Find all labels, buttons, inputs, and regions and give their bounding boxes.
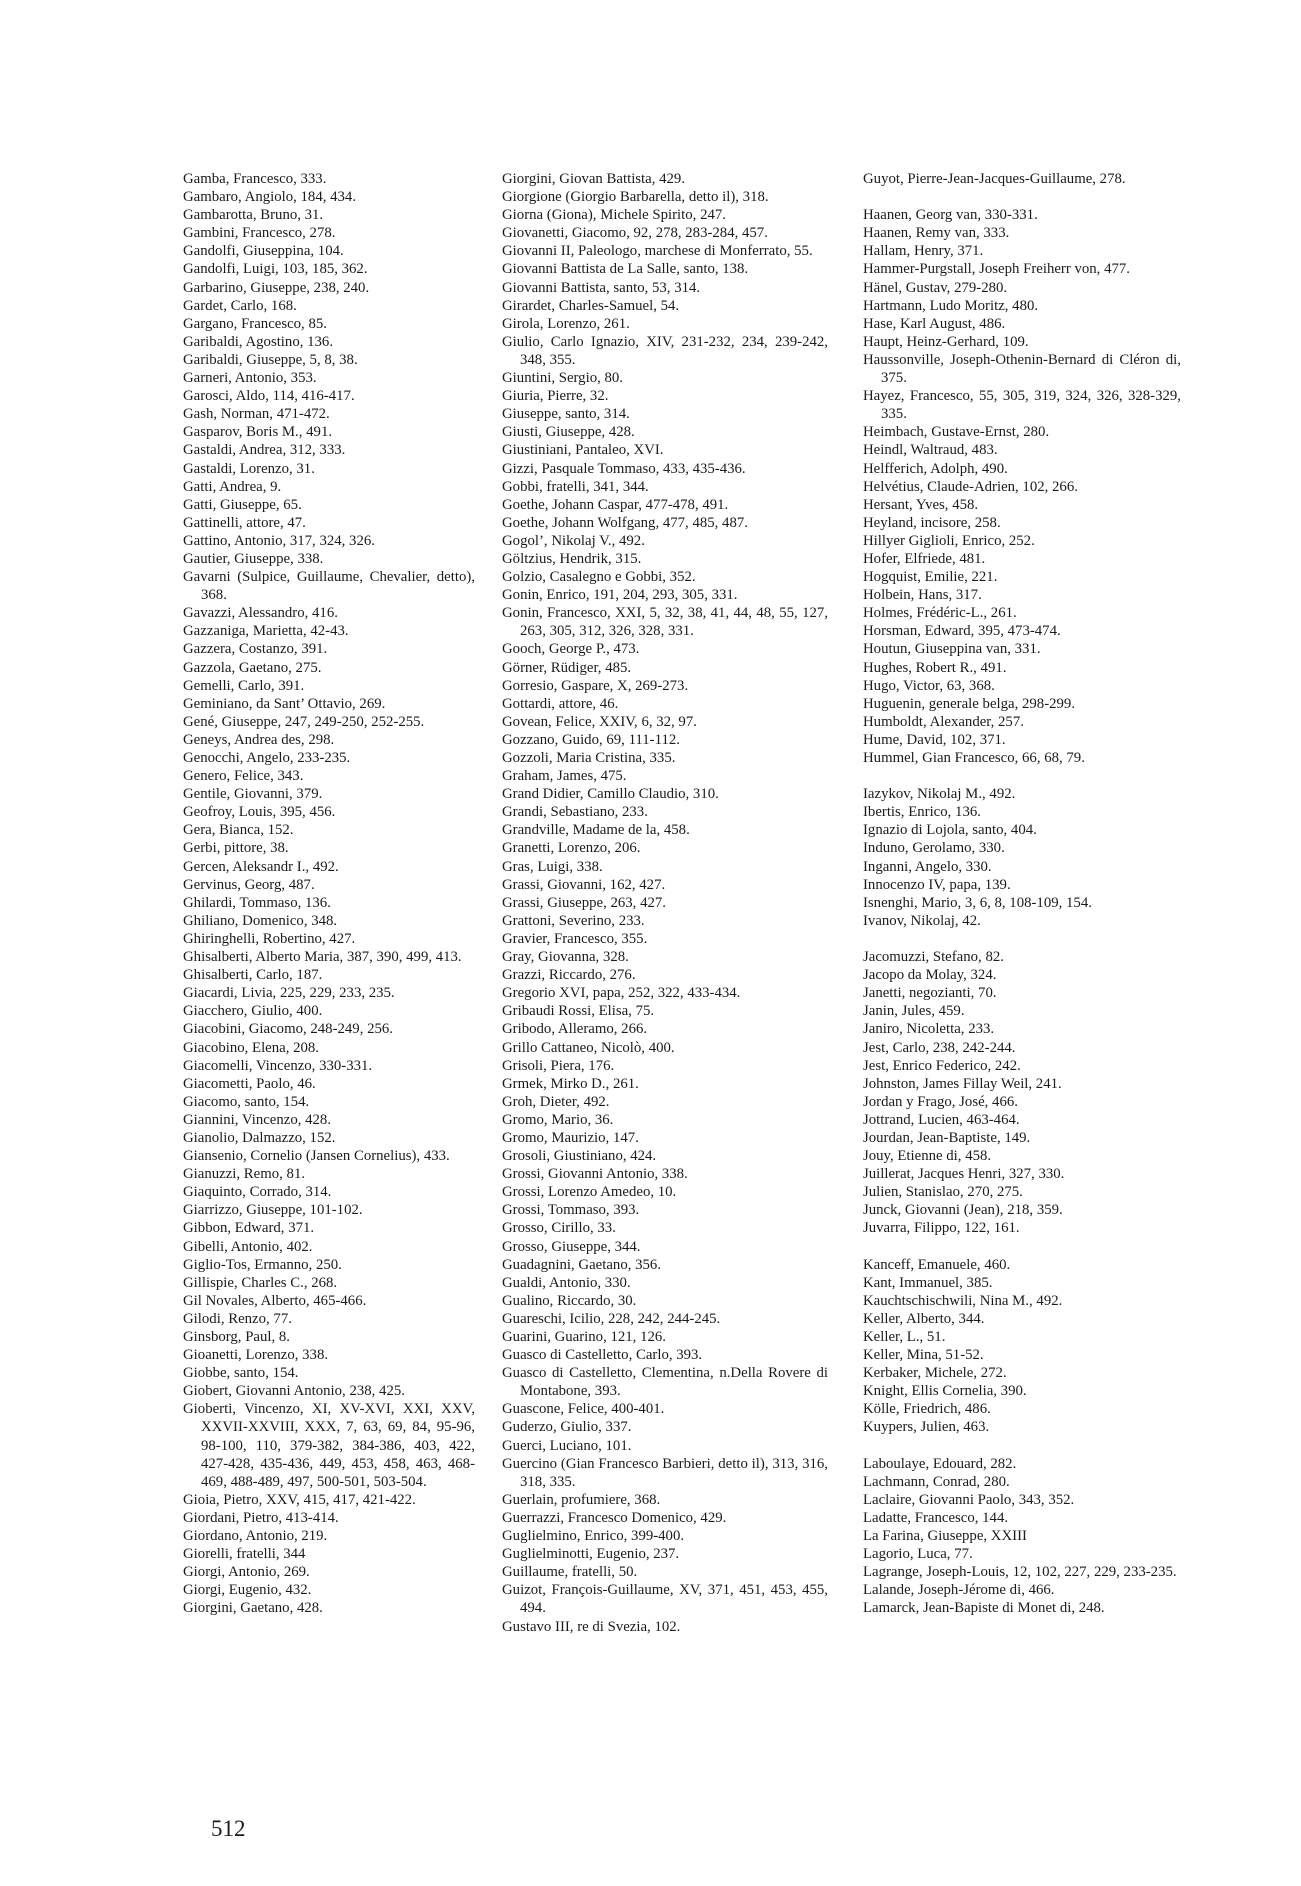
index-entry: Gervinus, Georg, 487. <box>183 876 315 893</box>
index-entry: Ginsborg, Paul, 8. <box>183 1329 291 1345</box>
index-entry: Hallam, Henry, 371. <box>863 243 984 260</box>
index-entry: Guerci, Luciano, 101. <box>502 1437 632 1454</box>
index-entry: Ignazio di Lojola, santo, 404. <box>863 822 1037 839</box>
index-entry: Gandolfi, Giuseppina, 104. <box>183 243 344 260</box>
index-entry: Garosci, Aldo, 114, 416-417. <box>183 388 355 405</box>
index-entry: Giannini, Vincenzo, 428. <box>183 1111 332 1128</box>
index-entry: Giacobino, Elena, 208. <box>183 1039 320 1056</box>
index-entry: Holmes, Frédéric-L., 261. <box>863 605 1017 622</box>
index-entry: Gozzano, Guido, 69, 111-112. <box>502 731 680 748</box>
index-entry: Kölle, Friedrich, 486. <box>863 1401 991 1418</box>
index-entry: Gentile, Giovanni, 379. <box>183 786 323 803</box>
index-entry: Giobbe, santo, 154. <box>183 1365 299 1382</box>
index-entry: Kerbaker, Michele, 272. <box>863 1365 1007 1382</box>
index-entry: Giordani, Pietro, 413-414. <box>183 1509 339 1526</box>
index-entry: Giovanetti, Giacomo, 92, 278, 283-284, 457. <box>502 225 768 242</box>
index-entry: Hofer, Elfriede, 481. <box>863 550 986 567</box>
index-entry: Govean, Felice, XXIV, 6, 32, 97. <box>502 713 697 730</box>
index-entry: Jordan y Frago, José, 466. <box>863 1093 1018 1110</box>
index-entry: Guasco di Castelletto, Carlo, 393. <box>502 1347 703 1364</box>
index-entry: Ghiliano, Domenico, 348. <box>183 912 338 929</box>
index-entry: Hayez, Francesco, 55, 305, 319, 324, 326, 328-329, 335. <box>863 388 1181 423</box>
index-entry: Hase, Karl August, 486. <box>863 315 1006 332</box>
index-entry: Geminiano, da Sant’ Ottavio, 269. <box>183 695 386 712</box>
index-entry: Ibertis, Enrico, 136. <box>863 804 981 821</box>
index-entry: Laboulaye, Edouard, 282. <box>863 1455 1017 1472</box>
index-entry: Grosoli, Giustiniano, 424. <box>502 1148 657 1165</box>
index-entry: Janiro, Nicoletta, 233. <box>863 1021 995 1038</box>
index-entry: Giobert, Giovanni Antonio, 238, 425. <box>183 1383 405 1400</box>
index-entry: Grandi, Sebastiano, 233. <box>502 804 648 821</box>
index-entry: Induno, Gerolamo, 330. <box>863 840 1005 857</box>
index-entry: Gattino, Antonio, 317, 324, 326. <box>183 532 375 549</box>
index-entry: Giansenio, Cornelio (Jansen Cornelius), 433. <box>183 1148 450 1165</box>
index-entry: Gribodo, Alleramo, 266. <box>502 1021 648 1038</box>
index-entry: Heyland, incisore, 258. <box>863 514 1001 531</box>
index-entry: Gualdi, Antonio, 330. <box>502 1274 631 1291</box>
index-entry: Ghisalberti, Alberto Maria, 387, 390, 499, 413. <box>183 949 462 966</box>
index-entry: Gavazzi, Alessandro, 416. <box>183 605 338 622</box>
index-entry: Gonin, Enrico, 191, 204, 293, 305, 331. <box>502 587 738 604</box>
index-entry: Giusti, Giuseppe, 428. <box>502 424 635 441</box>
index-entry: Jacopo da Molay, 324. <box>863 967 997 984</box>
index-entry: Grisoli, Piera, 176. <box>502 1057 615 1074</box>
index-entry: Kauchtschischwili, Nina M., 492. <box>863 1292 1063 1309</box>
index-entry: Haanen, Remy van, 333. <box>863 225 1010 242</box>
index-entry: Gray, Giovanna, 328. <box>502 949 629 966</box>
index-entry: Ghisalberti, Carlo, 187. <box>183 967 323 984</box>
index-entry: Hersant, Yves, 458. <box>863 496 979 513</box>
index-entry: Grmek, Mirko D., 261. <box>502 1075 639 1092</box>
index-entry: Janetti, negozianti, 70. <box>863 985 997 1002</box>
index-entry: Heimbach, Gustave-Ernst, 280. <box>863 424 1050 441</box>
index-entry: Kanceff, Emanuele, 460. <box>863 1256 1011 1273</box>
index-entry: Junck, Giovanni (Jean), 218, 359. <box>863 1202 1063 1219</box>
index-entry: Gizzi, Pasquale Tommaso, 433, 435-436. <box>502 460 746 477</box>
index-entry: Grand Didier, Camillo Claudio, 310. <box>502 786 719 803</box>
index-entry: Girardet, Charles-Samuel, 54. <box>502 297 680 314</box>
index-entry: Guerlain, profumiere, 368. <box>502 1491 661 1508</box>
index-entry: Giaquinto, Corrado, 314. <box>183 1184 332 1201</box>
index-entry: Jest, Carlo, 238, 242-244. <box>863 1039 1016 1056</box>
index-entry: Gamba, Francesco, 333. <box>183 171 327 187</box>
index-entry: Giulio, Carlo Ignazio, XIV, 231-232, 234, 239-242, 348, 355. <box>502 333 828 368</box>
index-entry: Giacobini, Giacomo, 248-249, 256. <box>183 1021 393 1038</box>
index-entry: Hummel, Gian Francesco, 66, 68, 79. <box>863 750 1085 766</box>
index-entry: Gioberti, Vincenzo, XI, XV-XVI, XXI, XXV, XXVII-XXVIII, XXX, 7, 63, 69, 84, 95-96, 98-100, 110, 379-382, 384-386, 403, 422, 427-428, 435-436, 449, 453, 458, 463, 468-469, 488-489, 497, 500-501, 503-504. <box>183 1401 475 1490</box>
index-entry: Ladatte, Francesco, 144. <box>863 1509 1009 1526</box>
index-entry: Gorresio, Gaspare, X, 269-273. <box>502 677 689 694</box>
index-entry: Gianuzzi, Remo, 81. <box>183 1166 306 1183</box>
index-entry: Helvétius, Claude-Adrien, 102, 266. <box>863 478 1078 495</box>
index-entry: Garneri, Antonio, 353. <box>183 370 317 387</box>
index-entry: Iazykov, Nikolaj M., 492. <box>863 786 1016 803</box>
index-entry: Gobbi, fratelli, 341, 344. <box>502 478 649 495</box>
index-entry: Gastaldi, Andrea, 312, 333. <box>183 442 346 459</box>
index-entry: Gerbi, pittore, 38. <box>183 840 289 857</box>
index-entry: Gibelli, Antonio, 402. <box>183 1238 313 1255</box>
index-entry: Gazzola, Gaetano, 275. <box>183 659 322 676</box>
index-entry: La Farina, Giuseppe, XXIII <box>863 1528 1027 1545</box>
index-entry: Giordano, Antonio, 219. <box>183 1528 328 1545</box>
index-entry: Guizot, François-Guillaume, XV, 371, 451, 453, 455, 494. <box>502 1582 828 1617</box>
index-entry: Guascone, Felice, 400-401. <box>502 1401 665 1418</box>
index-entry: Genero, Felice, 343. <box>183 768 304 785</box>
index-entry: Knight, Ellis Cornelia, 390. <box>863 1383 1027 1400</box>
index-entry: Humboldt, Alexander, 257. <box>863 713 1024 730</box>
index-entry: Gioia, Pietro, XXV, 415, 417, 421-422. <box>183 1491 416 1508</box>
index-entry: Gras, Luigi, 338. <box>502 858 603 875</box>
index-entry: Hillyer Giglioli, Enrico, 252. <box>863 532 1035 549</box>
index-entry: Gargano, Francesco, 85. <box>183 315 327 332</box>
index-entry: Janin, Jules, 459. <box>863 1003 965 1020</box>
index-entry: Huguenin, generale belga, 298-299. <box>863 695 1076 712</box>
index-entry: Garibaldi, Giuseppe, 5, 8, 38. <box>183 351 358 368</box>
index-entry: Görner, Rüdiger, 485. <box>502 659 632 676</box>
index-entry: Guglielmino, Enrico, 399-400. <box>502 1528 685 1545</box>
index-entry: Ivanov, Nikolaj, 42. <box>863 912 981 929</box>
index-entry: Giuntini, Sergio, 80. <box>502 370 623 387</box>
index-entry: Guareschi, Icilio, 228, 242, 244-245. <box>502 1310 721 1327</box>
index-entry: Innocenzo IV, papa, 139. <box>863 876 1011 893</box>
index-entry: Goethe, Johann Wolfgang, 477, 485, 487. <box>502 514 748 531</box>
index-entry: Hume, David, 102, 371. <box>863 731 1006 748</box>
index-entry: Kuypers, Julien, 463. <box>863 1419 990 1436</box>
index-entry: Gianolio, Dalmazzo, 152. <box>183 1129 336 1146</box>
index-entry: Gattinelli, attore, 47. <box>183 514 306 531</box>
index-entry: Giorgini, Gaetano, 428. <box>183 1600 323 1617</box>
index-entry: Gemelli, Carlo, 391. <box>183 677 305 694</box>
index-entry: Gustavo III, re di Svezia, 102. <box>502 1618 681 1635</box>
index-entry: Granetti, Lorenzo, 206. <box>502 840 641 857</box>
index-entry: Jacomuzzi, Stefano, 82. <box>863 949 1004 966</box>
index-column-2 <box>502 170 828 1636</box>
index-entry: Inganni, Angelo, 330. <box>863 858 992 875</box>
index-entry: Genocchi, Angelo, 233-235. <box>183 750 351 766</box>
index-entry: Guyot, Pierre-Jean-Jacques-Guillaume, 278. <box>863 171 1126 187</box>
index-entry: Giustiniani, Pantaleo, XVI. <box>502 442 664 459</box>
index-entry: Girola, Lorenzo, 261. <box>502 315 630 332</box>
index-entry: Giorna (Giona), Michele Spirito, 247. <box>502 207 726 224</box>
index-entry: Grossi, Tommaso, 393. <box>502 1202 640 1219</box>
index-entry: Guglielminotti, Eugenio, 237. <box>502 1546 680 1563</box>
index-entry: Keller, Mina, 51-52. <box>863 1347 984 1364</box>
index-entry: Hugo, Victor, 63, 368. <box>863 677 995 694</box>
index-entry: Lalande, Joseph-Jérome di, 466. <box>863 1582 1055 1599</box>
index-entry: Gambaro, Angiolo, 184, 434. <box>183 189 357 206</box>
index-entry: Gasparov, Boris M., 491. <box>183 424 333 441</box>
index-entry: Grandville, Madame de la, 458. <box>502 822 690 839</box>
index-entry: Göltzius, Hendrik, 315. <box>502 550 642 567</box>
index-entry: Hogquist, Emilie, 221. <box>863 569 998 586</box>
index-entry: Gera, Bianca, 152. <box>183 822 294 839</box>
index-entry: Grassi, Giuseppe, 263, 427. <box>502 894 666 911</box>
index-entry: Hänel, Gustav, 279-280. <box>863 279 1008 296</box>
index-entry: Gromo, Mario, 36. <box>502 1111 614 1128</box>
index-entry: Gatti, Andrea, 9. <box>183 478 282 495</box>
page-number: 512 <box>211 1816 246 1841</box>
index-entry: Hammer-Purgstall, Joseph Freiherr von, 477. <box>863 261 1130 278</box>
index-column-1 <box>183 170 475 1618</box>
index-entry: Garibaldi, Agostino, 136. <box>183 333 334 350</box>
index-entry: Guderzo, Giulio, 337. <box>502 1419 632 1436</box>
index-entry: Ghilardi, Tommaso, 136. <box>183 894 331 911</box>
index-entry: Gambarotta, Bruno, 31. <box>183 207 324 224</box>
index-entry: Grossi, Giovanni Antonio, 338. <box>502 1166 688 1183</box>
index-entry: Grattoni, Severino, 233. <box>502 912 645 929</box>
index-entry: Hughes, Robert R., 491. <box>863 659 1007 676</box>
index-entry: Jouy, Etienne di, 458. <box>863 1148 992 1165</box>
index-entry: Gil Novales, Alberto, 465-466. <box>183 1292 367 1309</box>
index-entry: Holbein, Hans, 317. <box>863 587 982 604</box>
index-entry: Guillaume, fratelli, 50. <box>502 1564 638 1581</box>
index-entry: Giovanni II, Paleologo, marchese di Monferrato, 55. <box>502 243 813 260</box>
index-entry: Gavarni (Sulpice, Guillaume, Chevalier, detto), 368. <box>183 569 475 604</box>
index-entry: Gatti, Giuseppe, 65. <box>183 496 302 513</box>
index-entry: Gibbon, Edward, 371. <box>183 1220 315 1237</box>
index-entry: Gash, Norman, 471-472. <box>183 406 330 423</box>
index-entry: Gonin, Francesco, XXI, 5, 32, 38, 41, 44, 48, 55, 127, 263, 305, 312, 326, 328, 331. <box>502 605 828 640</box>
index-entry: Giovanni Battista, santo, 53, 314. <box>502 279 701 296</box>
index-entry: Giarrizzo, Giuseppe, 101-102. <box>183 1202 363 1219</box>
index-entry: Gravier, Francesco, 355. <box>502 930 648 947</box>
index-entry: Lagorio, Luca, 77. <box>863 1546 973 1563</box>
index-entry: Grazzi, Riccardo, 276. <box>502 967 636 984</box>
index-entry: Gastaldi, Lorenzo, 31. <box>183 460 315 477</box>
index-entry: Helfferich, Adolph, 490. <box>863 460 1008 477</box>
index-entry: Jourdan, Jean-Baptiste, 149. <box>863 1129 1031 1146</box>
index-entry: Juillerat, Jacques Henri, 327, 330. <box>863 1166 1065 1183</box>
index-entry: Giorgione (Giorgio Barbarella, detto il), 318. <box>502 189 769 206</box>
index-entry: Giacardi, Livia, 225, 229, 233, 235. <box>183 985 395 1002</box>
index-entry: Groh, Dieter, 492. <box>502 1093 610 1110</box>
index-entry: Giovanni Battista de La Salle, santo, 138. <box>502 261 749 278</box>
index-entry: Lamarck, Jean-Bapiste di Monet di, 248. <box>863 1600 1105 1617</box>
index-entry: Lagrange, Joseph-Louis, 12, 102, 227, 229, 233-235. <box>863 1564 1177 1581</box>
index-entry: Laclaire, Giovanni Paolo, 343, 352. <box>863 1491 1075 1508</box>
index-entry: Gozzoli, Maria Cristina, 335. <box>502 750 676 766</box>
index-entry: Grillo Cattaneo, Nicolò, 400. <box>502 1039 675 1056</box>
index-entry: Julien, Stanislao, 270, 275. <box>863 1184 1023 1201</box>
index-entry: Gazzaniga, Marietta, 42-43. <box>183 623 349 640</box>
index-entry: Gambini, Francesco, 278. <box>183 225 336 242</box>
index-entry: Grossi, Lorenzo Amedeo, 10. <box>502 1184 677 1201</box>
index-entry: Guercino (Gian Francesco Barbieri, detto il), 313, 316, 318, 335. <box>502 1455 828 1490</box>
index-entry: Jest, Enrico Federico, 242. <box>863 1057 1021 1074</box>
index-entry: Giorgi, Antonio, 269. <box>183 1564 310 1581</box>
index-entry: Gautier, Giuseppe, 338. <box>183 550 324 567</box>
index-entry: Haupt, Heinz-Gerhard, 109. <box>863 333 1029 350</box>
index-entry: Giglio-Tos, Ermanno, 250. <box>183 1256 342 1273</box>
index-entry: Gené, Giuseppe, 247, 249-250, 252-255. <box>183 713 425 730</box>
index-entry: Isnenghi, Mario, 3, 6, 8, 108-109, 154. <box>863 894 1092 911</box>
index-entry: Jottrand, Lucien, 463-464. <box>863 1111 1020 1128</box>
index-entry: Grosso, Giuseppe, 344. <box>502 1238 641 1255</box>
index-column-3 <box>863 170 1181 1618</box>
index-entry: Gardet, Carlo, 168. <box>183 297 297 314</box>
index-entry: Geneys, Andrea des, 298. <box>183 731 335 748</box>
index-entry: Keller, L., 51. <box>863 1329 946 1345</box>
index-entry: Goethe, Johann Caspar, 477-478, 491. <box>502 496 729 513</box>
index-entry: Gooch, George P., 473. <box>502 641 640 658</box>
index-entry: Horsman, Edward, 395, 473-474. <box>863 623 1061 640</box>
index-entry: Heindl, Waltraud, 483. <box>863 442 998 459</box>
index-entry: Gregorio XVI, papa, 252, 322, 433-434. <box>502 985 741 1002</box>
index-entry: Giorgini, Giovan Battista, 429. <box>502 171 686 187</box>
index-entry: Giacchero, Giulio, 400. <box>183 1003 323 1020</box>
index-entry: Giacomo, santo, 154. <box>183 1093 310 1110</box>
index-entry: Grassi, Giovanni, 162, 427. <box>502 876 666 893</box>
index-entry: Kant, Immanuel, 385. <box>863 1274 993 1291</box>
index-entry: Gandolfi, Luigi, 103, 185, 362. <box>183 261 368 278</box>
index-entry: Gottardi, attore, 46. <box>502 695 619 712</box>
index-entry: Garbarino, Giuseppe, 238, 240. <box>183 279 370 296</box>
index-entry: Guasco di Castelletto, Clementina, n.Della Rovere di Montabone, 393. <box>502 1365 828 1400</box>
index-entry: Gillispie, Charles C., 268. <box>183 1274 338 1291</box>
index-entry: Giorgi, Eugenio, 432. <box>183 1582 312 1599</box>
index-entry: Graham, James, 475. <box>502 768 627 785</box>
index-entry: Ghiringhelli, Robertino, 427. <box>183 930 356 947</box>
index-entry: Houtun, Giuseppina van, 331. <box>863 641 1041 658</box>
index-entry: Gualino, Riccardo, 30. <box>502 1292 637 1309</box>
index-entry: Guadagnini, Gaetano, 356. <box>502 1256 662 1273</box>
index-entry: Giuria, Pierre, 32. <box>502 388 609 405</box>
index-entry: Gazzera, Costanzo, 391. <box>183 641 328 658</box>
index-entry: Keller, Alberto, 344. <box>863 1310 985 1327</box>
index-entry: Golzio, Casalegno e Gobbi, 352. <box>502 569 696 586</box>
index-entry: Guerrazzi, Francesco Domenico, 429. <box>502 1509 727 1526</box>
index-entry: Johnston, James Fillay Weil, 241. <box>863 1075 1062 1092</box>
index-entry: Guarini, Guarino, 121, 126. <box>502 1329 666 1345</box>
index-entry: Geofroy, Louis, 395, 456. <box>183 804 336 821</box>
index-entry: Gromo, Maurizio, 147. <box>502 1129 639 1146</box>
index-entry: Haanen, Georg van, 330-331. <box>863 207 1038 224</box>
index-entry: Gioanetti, Lorenzo, 338. <box>183 1347 329 1364</box>
index-entry: Haussonville, Joseph-Othenin-Bernard di Cléron di, 375. <box>863 351 1181 387</box>
index-entry: Giuseppe, santo, 314. <box>502 406 630 423</box>
index-entry: Giorelli, fratelli, 344 <box>183 1546 306 1563</box>
index-entry: Giacomelli, Vincenzo, 330-331. <box>183 1057 373 1074</box>
index-entry: Gribaudi Rossi, Elisa, 75. <box>502 1003 655 1020</box>
index-entry: Lachmann, Conrad, 280. <box>863 1473 1010 1490</box>
index-entry: Juvarra, Filippo, 122, 161. <box>863 1220 1020 1237</box>
index-entry: Hartmann, Ludo Moritz, 480. <box>863 297 1039 314</box>
index-entry: Giacometti, Paolo, 46. <box>183 1075 316 1092</box>
index-entry: Grosso, Cirillo, 33. <box>502 1220 616 1237</box>
index-entry: Gilodi, Renzo, 77. <box>183 1310 292 1327</box>
index-entry: Gercen, Aleksandr I., 492. <box>183 858 339 875</box>
index-entry: Gogol’, Nikolaj V., 492. <box>502 532 645 549</box>
